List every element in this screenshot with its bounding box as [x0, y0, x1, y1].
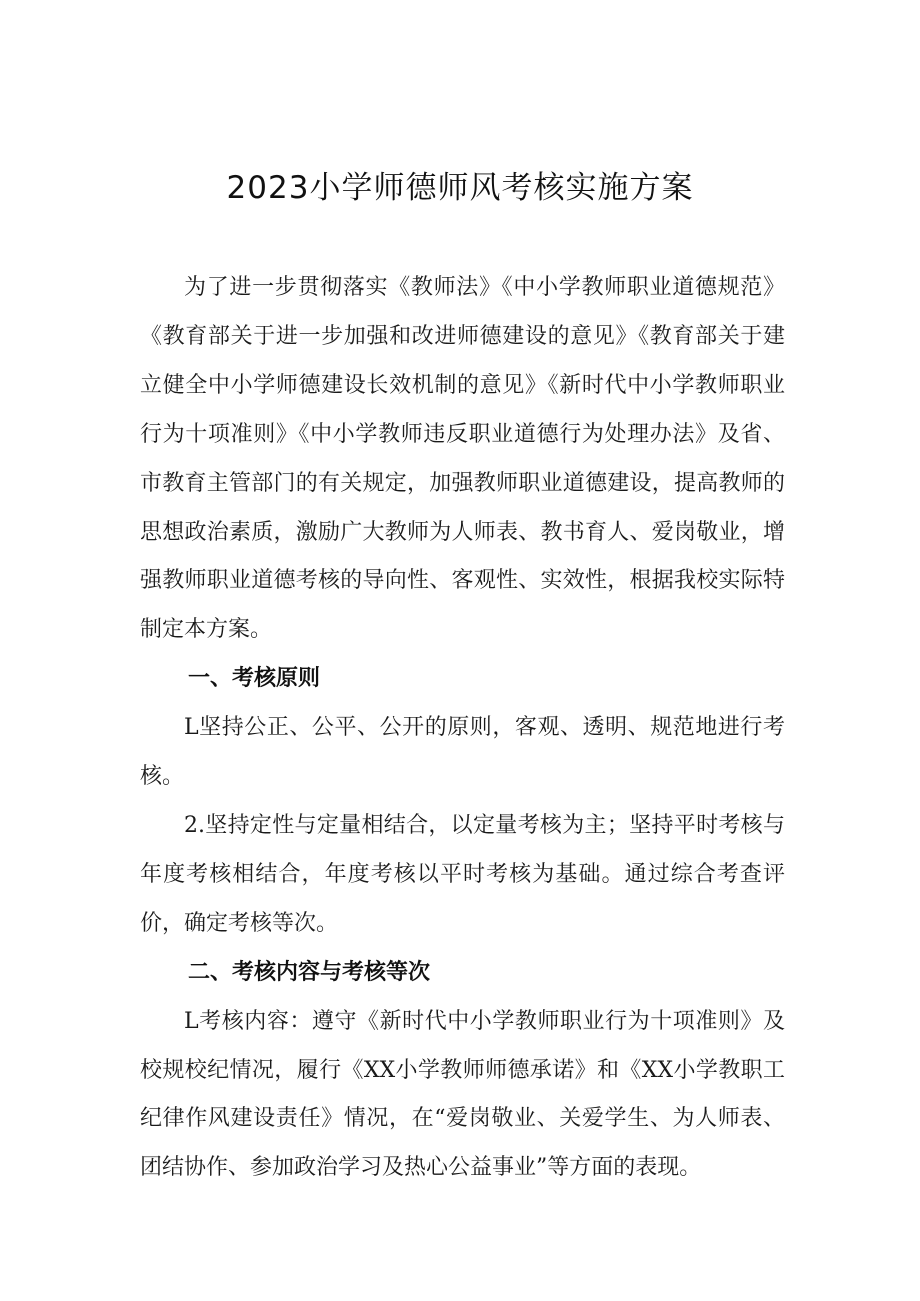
section-heading-content-grades: 二、考核内容与考核等次	[188, 959, 431, 985]
intro-paragraph: 为了进一步贯彻落实《教师法》《中小学教师职业道德规范》《教育部关于进一步加强和改进师德建设的意见》《教育部关于建立健全中小学师德建设长效机制的意见》《新时代中小学教师职业行为十项准则》《中小学教师违反职业道德行为处理办法》及省、市教育主管部门的有关规定，加强教师职业道德建设，提高教师的思想政治素质，激励广大教师为人师表、教书育人、爱岗敬业，增强教师职业道德考核的导向性、客观性、实效性，根据我校实际特制定本方案。	[140, 275, 785, 643]
principle-item-2: 2.坚持定性与定量相结合，以定量考核为主；坚持平时考核与年度考核相结合，年度考核以平时考核为基础。通过综合考查评价，确定考核等次。	[140, 812, 785, 936]
content-item-1: L考核内容：遵守《新时代中小学教师职业行为十项准则》及校规校纪情况，履行《XX小学教师师德承诺》和《XX小学教职工纪律作风建设责任》情况，在“爱岗敬业、关爱学生、为人师表、团结协作、参加政治学习及热心公益事业”等方面的表现。	[140, 1008, 785, 1181]
section-heading-principles: 一、考核原则	[188, 666, 321, 692]
principle-item-1: L坚持公正、公平、公开的原则，客观、透明、规范地进行考核。	[140, 715, 785, 790]
document-body	[140, 264, 785, 1193]
document-title: 2023小学师德师风考核实施方案	[226, 170, 694, 206]
